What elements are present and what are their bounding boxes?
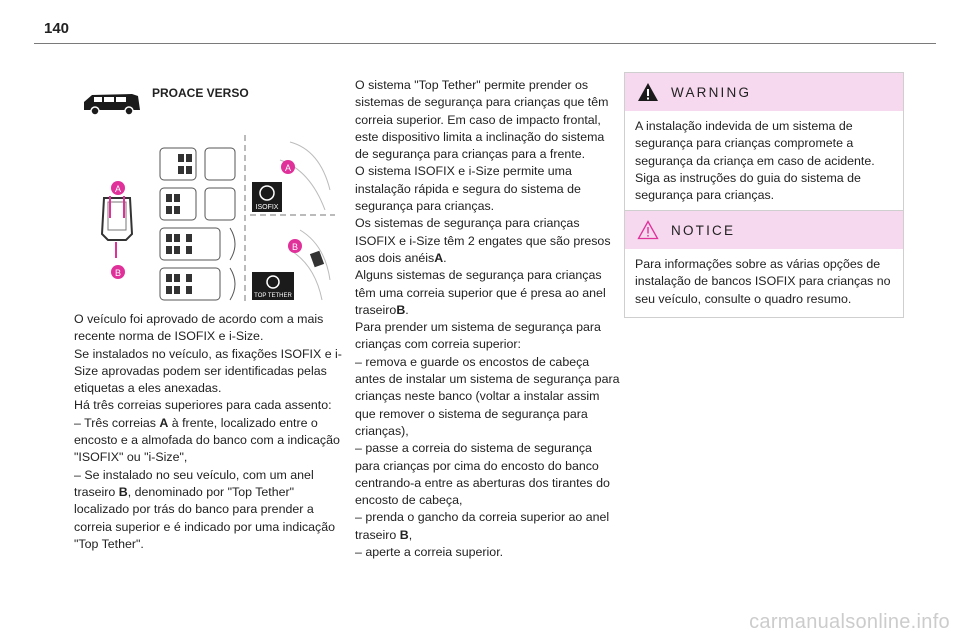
bullet-item: – aperte a correia superior. (355, 545, 504, 560)
isofix-diagram (90, 130, 340, 305)
bullet-item: – prenda o gancho da correia superior ao anel traseiro B, (355, 510, 610, 542)
isofix-badge (252, 182, 282, 212)
column-middle (355, 77, 620, 561)
notice-title: NOTICE (671, 222, 736, 238)
warning-box (624, 72, 904, 214)
paragraph: Há três correias superiores para cada assento: (74, 398, 332, 413)
notice-box (624, 210, 904, 318)
svg-text:B: B (291, 242, 299, 252)
isofix-label: ISOFIX (255, 204, 279, 211)
model-label: PROACE VERSO (152, 86, 249, 100)
marker-b-label: B (114, 268, 122, 278)
bullet-item: – passe a correia do sistema de segurança para crianças por cima do encosto do banco centrando-a entre as aberturas dos tirantes do encosto de cabeça, (355, 441, 610, 508)
top-tether-badge (252, 272, 294, 300)
marker-a-label: A (114, 184, 122, 194)
page-number: 140 (44, 20, 70, 37)
svg-text:A: A (284, 163, 292, 173)
paragraph: Os sistemas de segurança para crianças ISOFIX e i-Size têm 2 engates que são presos aos dois anéisA. (355, 216, 611, 265)
notice-header (625, 211, 903, 249)
paragraph: Alguns sistemas de segurança para crianças têm uma correia superior que é presa ao anel traseiroB. (355, 268, 606, 317)
notice-icon (637, 220, 659, 240)
warning-icon (637, 82, 659, 102)
warning-text: A instalação indevida de um sistema de segurança para crianças compromete a segurança da criança em caso de acidente. Siga as instruções do guia do sistema de segurança para crianças. (635, 119, 875, 203)
notice-text: Para informações sobre as várias opções de instalação de bancos ISOFIX para crianças no seu veículo, consulte o quadro resumo. (635, 257, 891, 306)
footer-watermark: carmanualsonline.info (749, 611, 950, 633)
header-rule (34, 43, 936, 44)
warning-header (625, 73, 903, 111)
bullet-item: – Se instalado no seu veículo, com um anel traseiro B, denominado por "Top Tether" localizado por trás do banco para prender a correia superior e é indicado por uma indicação "Top Tether". (74, 467, 336, 551)
top-tether-label: TOP TETHER (254, 293, 292, 299)
column-left (74, 311, 342, 553)
seat-side-view (102, 181, 132, 279)
paragraph: O sistema "Top Tether" permite prender os sistemas de segurança para crianças que têm correia superior. Em caso de impacto frontal, este dispositivo limita a inclinação do sistema de segurança para crianças para a frente. (355, 78, 609, 162)
paragraph: Se instalados no veículo, as fixações ISOFIX e i-Size aprovadas podem ser identificadas pelas etiquetas a eles anexadas. (74, 346, 342, 396)
warning-title: WARNING (671, 84, 752, 100)
van-icon (82, 90, 142, 116)
paragraph: O sistema ISOFIX e i-Size permite uma instalação rápida e segura do sistema de segurança para crianças. (355, 164, 581, 214)
bullet-item: – remova e guarde os encostos de cabeça antes de instalar um sistema de segurança para crianças neste banco (voltar a instalar assim que remover o sistema de segurança para crianças), (355, 354, 620, 438)
intro-text: O veículo foi aprovado de acordo com a mais recente norma de ISOFIX e i-Size. (74, 312, 324, 344)
bullet-item: – Três correias A à frente, localizado entre o encosto e a almofada do banco com a indicação "ISOFIX" ou "i-Size", (74, 415, 340, 465)
paragraph: Para prender um sistema de segurança para crianças com correia superior: (355, 320, 601, 352)
